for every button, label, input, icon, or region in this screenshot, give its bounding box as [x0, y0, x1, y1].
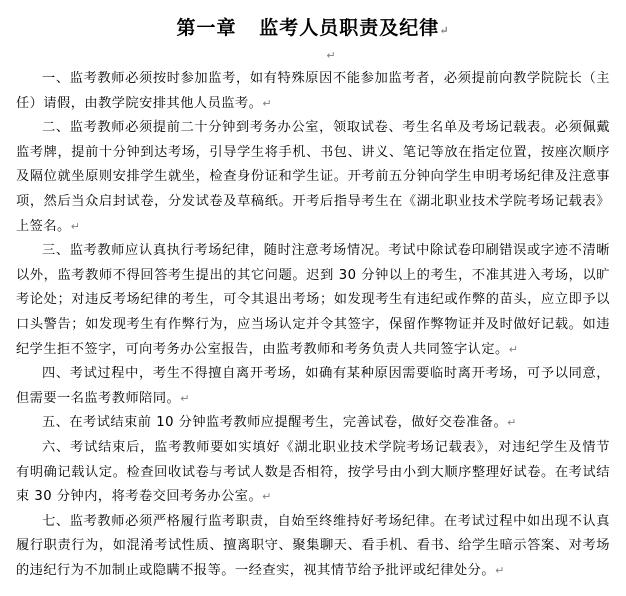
paragraph-mark-icon: ↵: [262, 490, 272, 504]
paragraph-mark-icon: ↵: [508, 342, 519, 356]
document-page: [0, 14, 626, 596]
paragraph-3: [16, 239, 610, 362]
paragraph-text: 二、监考教师必须提前二十分钟到考务办公室，领取试卷、考生名单及考场记载表。必须佩戴监考牌，提前十分钟到达考场，引导学生将手机、书包、讲义、笔记等放在指定位置，按座次顺序及隔位就坐原则安排学生就坐，检查身份证和学生证。开考前五分钟向学生申明考场纪律及注意事项，然后当众启封试卷，分发试卷及草稿纸。开考后指导考生在《湖北职业技术学院考场记载表》上签名。: [16, 120, 610, 234]
paragraph-7: [16, 510, 610, 584]
paragraph-mark-icon: ↵: [70, 219, 81, 233]
paragraph-text: 四、考试过程中，考生不得擅自离开考场，如确有某种原因需要临时离开考场，可予以同意，但需要一名监考教师陪同。: [16, 366, 610, 406]
paragraph-text: 三、监考教师应认真执行考场纪律，随时注意考场情况。考试中除试卷印刷错误或字迹不清晰以外，监考教师不得回答考生提出的其它问题。迟到 30 分钟以上的考生，不准其进入考场，以旷考论处；对违反考场纪律的考生，可令其退出考场；如发现考生有违纪或作弊的苗头，应立即予以口头警告；如发现考生有作弊行为，应当场认定并令其签字，保留作弊物证并及时做好记载。如违纪学生拒不签字，可向考务办公室报告，由监考教师和考务负责人共同签字认定。: [16, 243, 610, 357]
paragraph-1: [16, 67, 610, 116]
paragraph-mark-icon: ↵: [439, 24, 450, 37]
paragraph-2: [16, 116, 610, 239]
chapter-title: [16, 14, 610, 45]
paragraph-4: [16, 362, 610, 411]
paragraph-5: [16, 411, 610, 436]
paragraph-text: 五、在考试结束前 10 分钟监考教师应提醒考生，完善试卷，做好交卷准备。: [42, 415, 508, 431]
paragraph-6: [16, 436, 610, 510]
paragraph-text: 七、监考教师必须严格履行监考职责，自始至终维持好考场纪律。在考试过程中如出现不认真履行职责行为，如混淆考试性质、擅离职守、聚集聊天、看手机、看书、给学生暗示答案、对考场的违纪行为不加制止或隐瞒不报等。一经查实，视其情节给予批评或纪律处分。: [16, 513, 610, 578]
chapter-title-text: 第一章 监考人员职责及纪律: [176, 17, 440, 39]
paragraph-text: 一、监考教师必须按时参加监考，如有特殊原因不能参加监考者，必须提前向教学院院长（主任）请假，由教学院安排其他人员监考。: [16, 71, 610, 111]
paragraph-mark-icon: ↵: [326, 49, 336, 62]
empty-paragraph: [16, 45, 610, 67]
paragraph-mark-icon: ↵: [495, 563, 505, 577]
paragraph-text: 六、考试结束后，监考教师要如实填好《湖北职业技术学院考场记载表》，对违纪学生及情节有明确记载认定。检查回收试卷与考试人数是否相符，按学号由小到大顺序整理好试卷。在考试结束 30 分钟内，将考卷交回考务办公室。: [16, 439, 610, 505]
paragraph-mark-icon: ↵: [262, 96, 273, 110]
paragraph-mark-icon: ↵: [180, 391, 190, 405]
paragraph-mark-icon: ↵: [507, 416, 517, 430]
